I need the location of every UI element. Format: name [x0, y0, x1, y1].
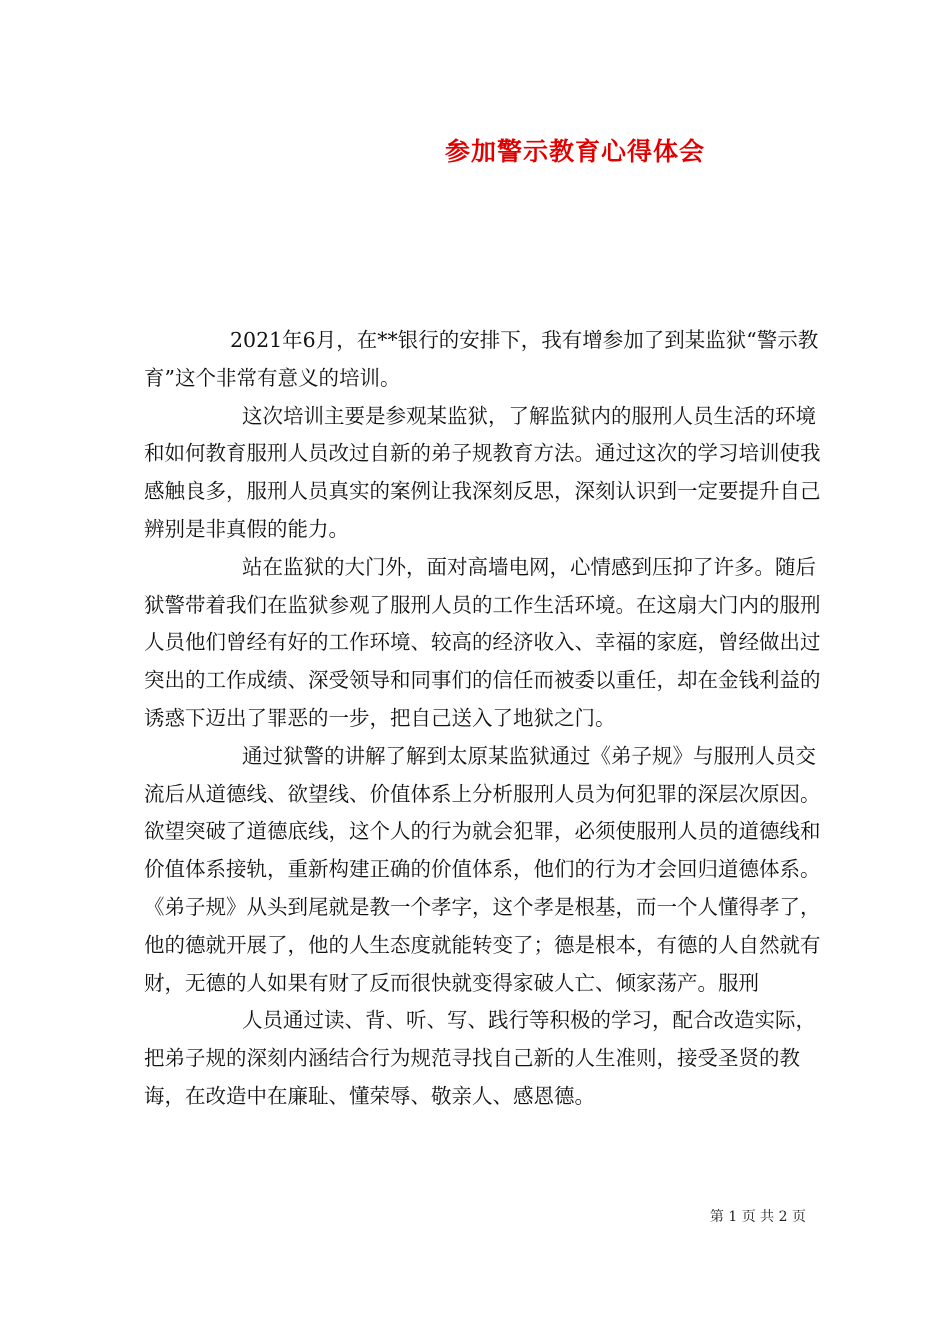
- paragraph-4: 通过狱警的讲解了解到太原某监狱通过《弟子规》与服刑人员交流后从道德线、欲望线、价值体系上分析服刑人员为何犯罪的深层次原因。欲望突破了道德底线，这个人的行为就会犯罪，必须使服刑人员的道德线和价值体系接轨，重新构建正确的价值体系，他们的行为才会回归道德体系。《弟子规》从头到尾就是教一个孝字，这个孝是根基，而一个人懂得孝了，他的德就开展了，他的人生态度就能转变了；德是根本，有德的人自然就有财，无德的人如果有财了反而很快就变得家破人亡、倾家荡产。服刑: [144, 743, 821, 995]
- paragraph-2: 这次培训主要是参观某监狱，了解监狱内的服刑人员生活的环境和如何教育服刑人员改过自新的弟子规教育方法。通过这次的学习培训使我感触良多，服刑人员真实的案例让我深刻反思，深刻认识到一定要提升自己辨别是非真假的能力。: [144, 403, 821, 541]
- paragraph-5: 人员通过读、背、听、写、践行等积极的学习，配合改造实际，把弟子规的深刻内涵结合行为规范寻找自己新的人生准则，接受圣贤的教诲，在改造中在廉耻、懂荣辱、敬亲人、感恩德。: [144, 1008, 816, 1108]
- paragraph-3: 站在监狱的大门外，面对高墙电网，心情感到压抑了许多。随后狱警带着我们在监狱参观了服刑人员的工作生活环境。在这扇大门内的服刑人员他们曾经有好的工作环境、较高的经济收入、幸福的家庭，曾经做出过突出的工作成绩、深受领导和同事们的信任而被委以重任，却在金钱利益的诱惑下迈出了罪恶的一步，把自己送入了地狱之门。: [144, 554, 821, 730]
- document-body: [144, 322, 824, 1116]
- paragraph-1: 2021年6月，在**银行的安排下，我有增参加了到某监狱“警示教育”这个非常有意义的培训。: [144, 328, 819, 390]
- document-title: 参加警示教育心得体会: [444, 137, 705, 166]
- page-number-footer: 第 1 页 共 2 页: [709, 1209, 806, 1225]
